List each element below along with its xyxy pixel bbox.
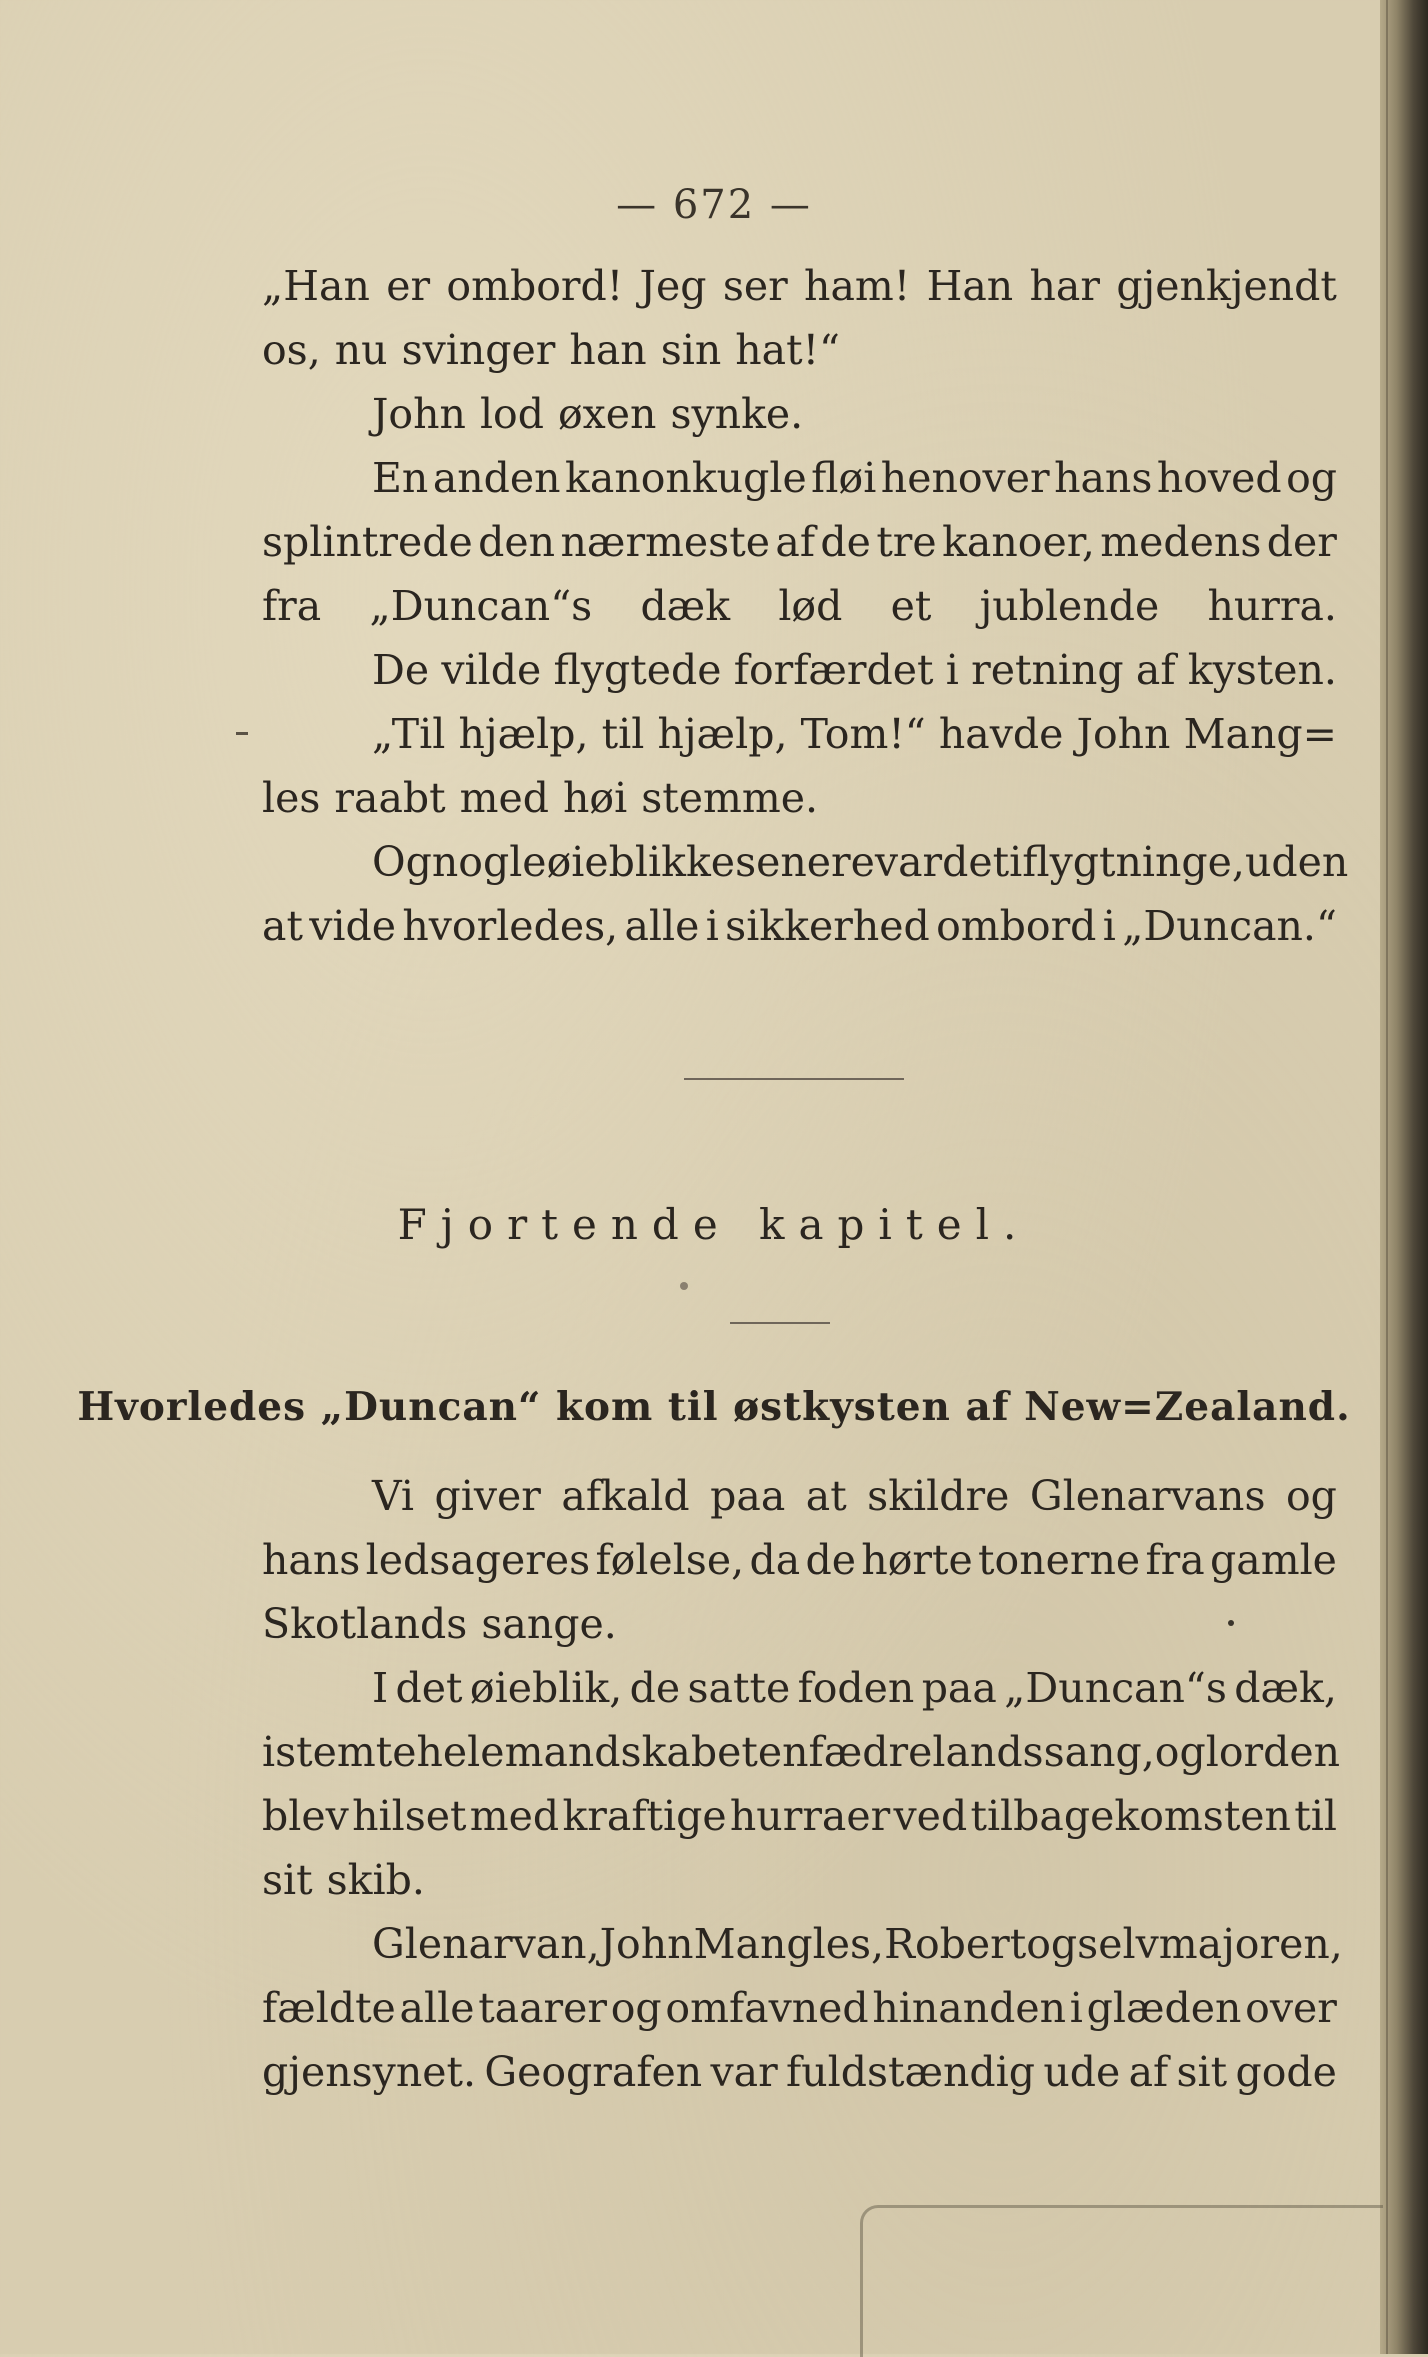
word: tre <box>876 518 937 566</box>
word: af <box>775 518 815 566</box>
word: hat!“ <box>735 326 841 374</box>
word: i <box>705 902 719 950</box>
word: de <box>942 838 993 886</box>
word: svinger <box>401 326 556 374</box>
word: sikkerhed <box>725 902 930 950</box>
word: Geografen <box>484 2048 703 2096</box>
word: følelse, <box>595 1536 745 1584</box>
word: alle <box>399 1984 475 2032</box>
word: har <box>1029 262 1100 310</box>
word: I <box>372 1664 389 1712</box>
text-line <box>262 1912 1343 1976</box>
text-line <box>262 254 1337 318</box>
word: til <box>601 710 645 758</box>
word: Mangles, <box>693 1920 885 1968</box>
text-line <box>262 446 1337 510</box>
word: gamle <box>1210 1536 1337 1584</box>
word: anden <box>432 454 561 502</box>
word: i <box>1102 902 1116 950</box>
word: afkald <box>561 1472 690 1520</box>
word: ved <box>893 1792 968 1840</box>
text-line <box>262 1848 1337 1912</box>
text-line <box>262 1592 1337 1656</box>
word: raabt <box>334 774 446 822</box>
word: det <box>395 1664 463 1712</box>
word: ham! <box>804 262 911 310</box>
word: i <box>1069 1984 1083 2032</box>
word: han <box>569 326 647 374</box>
text-line <box>262 1784 1337 1848</box>
word: hurra. <box>1207 582 1337 630</box>
word: øxen <box>557 390 657 438</box>
word: til <box>1294 1792 1337 1840</box>
word: fædrelandssang, <box>808 1728 1155 1776</box>
word: gode <box>1235 2048 1337 2096</box>
text-line <box>262 1976 1337 2040</box>
word: gjensynet. <box>262 2048 477 2096</box>
word: med <box>459 774 550 822</box>
word: der <box>1266 518 1337 566</box>
word: henover <box>880 454 1050 502</box>
word: hjælp, <box>657 710 788 758</box>
word: tonerne <box>978 1536 1141 1584</box>
word: flygtede <box>553 646 722 694</box>
word: John <box>599 1920 694 1968</box>
word: de <box>629 1664 681 1712</box>
word: sit <box>1176 2048 1228 2096</box>
word: Og <box>372 838 432 886</box>
word: en <box>757 1728 809 1776</box>
word: var <box>710 2048 778 2096</box>
word: paa <box>921 1664 997 1712</box>
word: hørte <box>861 1536 973 1584</box>
word: ombord! <box>446 262 624 310</box>
word: og <box>1285 1472 1337 1520</box>
word: nogle <box>431 838 547 886</box>
word: „Han <box>262 262 370 310</box>
word: nærmeste <box>560 518 770 566</box>
word: at <box>805 1472 847 1520</box>
text-line <box>262 638 1337 702</box>
word: splintrede <box>262 518 473 566</box>
word: hinanden <box>872 1984 1067 2032</box>
word: les <box>262 774 321 822</box>
word: af <box>1128 2048 1169 2096</box>
word: En <box>372 454 429 502</box>
word: Skotlands <box>262 1600 468 1648</box>
word: var <box>874 838 943 886</box>
text-line <box>262 830 1349 894</box>
page-fold-edge <box>860 2205 1383 2357</box>
text-line <box>262 1720 1341 1784</box>
word: og <box>1286 454 1337 502</box>
paper-speck <box>680 1282 688 1290</box>
word: sit <box>262 1856 313 1904</box>
word: John <box>372 390 466 438</box>
word: havde <box>938 710 1064 758</box>
word: hans <box>262 1536 361 1584</box>
word: hurraer <box>729 1792 891 1840</box>
word: ti <box>992 838 1023 886</box>
word: ombord <box>936 902 1097 950</box>
text-line <box>262 894 1337 958</box>
text-line <box>262 510 1337 574</box>
word: de <box>805 1536 856 1584</box>
word: John <box>1076 710 1171 758</box>
word: synke. <box>670 390 804 438</box>
word: Han <box>926 262 1014 310</box>
word: dæk, <box>1234 1664 1337 1712</box>
word: ser <box>722 262 788 310</box>
word: fuldstændig <box>786 2048 1036 2096</box>
text-line <box>262 766 1337 830</box>
word: Tom!“ <box>800 710 926 758</box>
word: og <box>1026 1920 1078 1968</box>
word: flygtninge, <box>1022 838 1245 886</box>
page-number: — 672 — <box>616 182 812 228</box>
word: „Duncan“s <box>1004 1664 1227 1712</box>
word: blev <box>262 1792 349 1840</box>
word: lød <box>778 582 843 630</box>
word: majoren, <box>1158 1920 1343 1968</box>
word: selv <box>1077 1920 1159 1968</box>
word: Glenarvans <box>1029 1472 1266 1520</box>
word: kysten. <box>1187 646 1337 694</box>
word: omfavned <box>665 1984 869 2032</box>
word: over <box>1245 1984 1337 2032</box>
word: skib. <box>326 1856 425 1904</box>
word: De <box>372 646 430 694</box>
word: uden <box>1244 838 1349 886</box>
word: med <box>469 1792 560 1840</box>
chapter-subtitle: Hvorledes „Duncan“ kom til østkysten af New=Zealand. <box>77 1384 1351 1430</box>
word: stemme. <box>641 774 819 822</box>
word: at <box>262 902 303 950</box>
word: og <box>1154 1728 1206 1776</box>
word: „Duncan.“ <box>1122 902 1337 950</box>
text-line <box>262 382 1337 446</box>
word: mandskabet <box>504 1728 758 1776</box>
margin-mark <box>236 732 248 735</box>
word: senere <box>735 838 875 886</box>
book-spine-shadow <box>1380 0 1428 2354</box>
text-line <box>262 1656 1337 1720</box>
word: hoved <box>1156 454 1282 502</box>
word: Vi <box>372 1472 415 1520</box>
word: er <box>386 262 431 310</box>
word: vilde <box>441 646 542 694</box>
word: af <box>1135 646 1176 694</box>
word: ledsageres <box>365 1536 591 1584</box>
section-divider-rule <box>684 1078 904 1080</box>
word: i <box>945 646 959 694</box>
word: sin <box>660 326 722 374</box>
word: glæden <box>1086 1984 1242 2032</box>
word: Mang= <box>1183 710 1337 758</box>
text-line <box>262 2040 1337 2104</box>
first-section-text <box>262 254 1349 958</box>
text-line <box>262 574 1337 638</box>
word: kraftige <box>562 1792 727 1840</box>
word: øieblik, <box>469 1664 623 1712</box>
word: skildre <box>867 1472 1010 1520</box>
heading-divider-rule <box>730 1322 830 1324</box>
word: kanonkugle <box>565 454 807 502</box>
word: fældte <box>262 1984 396 2032</box>
word: istemte <box>262 1728 417 1776</box>
word: kanoer, <box>942 518 1095 566</box>
word: de <box>820 518 871 566</box>
word: tilbagekomsten <box>970 1792 1291 1840</box>
word: „Duncan“s <box>369 582 593 630</box>
word: „Til <box>372 710 446 758</box>
word: høi <box>563 774 628 822</box>
word: hvorledes, <box>402 902 619 950</box>
word: nu <box>334 326 388 374</box>
word: Jeg <box>639 262 707 310</box>
text-line <box>262 1528 1337 1592</box>
word: gjenkjendt <box>1116 262 1337 310</box>
text-line <box>262 702 1337 766</box>
word: øieblikke <box>546 838 736 886</box>
word: jublende <box>979 582 1160 630</box>
word: Robert <box>884 1920 1027 1968</box>
word: hans <box>1054 454 1153 502</box>
paper-speck <box>1228 1620 1234 1626</box>
word: taarer <box>478 1984 608 2032</box>
word: og <box>610 1984 662 2032</box>
word: sange. <box>481 1600 617 1648</box>
word: fra <box>1145 1536 1205 1584</box>
word: os, <box>262 326 321 374</box>
word: da <box>749 1536 801 1584</box>
word: hjælp, <box>458 710 589 758</box>
word: hilset <box>352 1792 467 1840</box>
chapter-heading: Fjortende kapitel. <box>397 1200 1031 1249</box>
word: giver <box>434 1472 541 1520</box>
word: satte <box>687 1664 791 1712</box>
word: lorden <box>1205 1728 1341 1776</box>
word: hele <box>416 1728 505 1776</box>
word: forfærdet <box>733 646 934 694</box>
text-line <box>262 1464 1337 1528</box>
word: paa <box>710 1472 786 1520</box>
text-line <box>262 318 1337 382</box>
second-section-text <box>262 1464 1343 2104</box>
word: retning <box>971 646 1124 694</box>
word: dæk <box>640 582 731 630</box>
word: fra <box>262 582 322 630</box>
word: lod <box>479 390 544 438</box>
word: medens <box>1100 518 1262 566</box>
word: foden <box>797 1664 915 1712</box>
word: et <box>890 582 932 630</box>
word: ude <box>1043 2048 1121 2096</box>
word: Glenarvan, <box>372 1920 600 1968</box>
word: vide <box>309 902 397 950</box>
word: den <box>478 518 556 566</box>
word: alle <box>624 902 700 950</box>
word: fløi <box>811 454 877 502</box>
